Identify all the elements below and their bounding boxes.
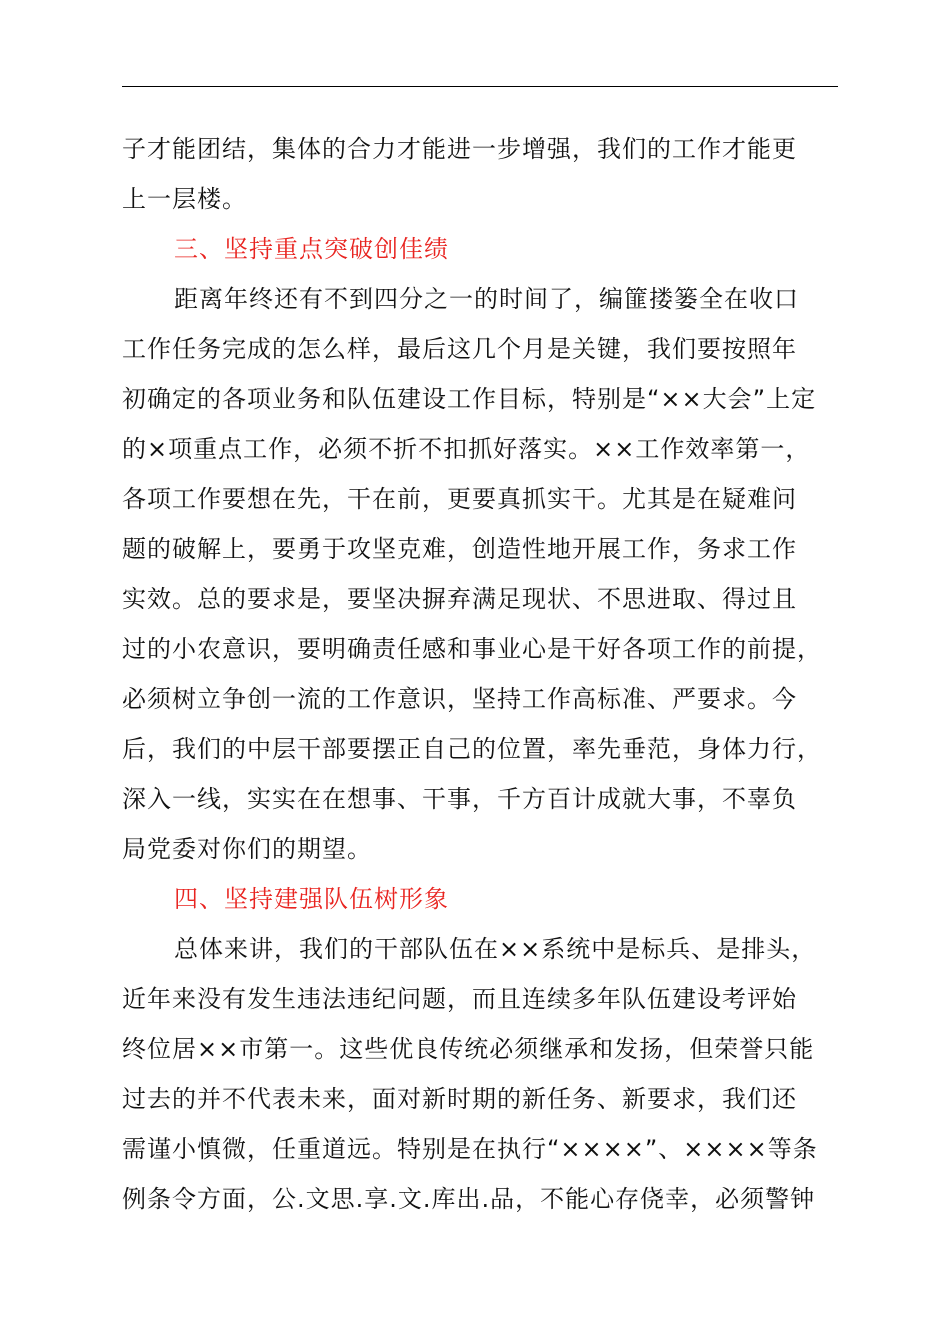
paragraph-line: 过去的并不代表未来，面对新时期的新任务、新要求，我们还 bbox=[122, 1085, 797, 1113]
paragraph-line: 例条令方面，公.文思.享.文.库出.品，不能心存侥幸，必须警钟 bbox=[122, 1185, 816, 1213]
paragraph-line: 过的小农意识，要明确责任感和事业心是干好各项工作的前提， bbox=[122, 635, 822, 663]
paragraph-line: 各项工作要想在先，干在前，更要真抓实干。尤其是在疑难问 bbox=[122, 485, 797, 513]
paragraph-line: 近年来没有发生违法违纪问题，而且连续多年队伍建设考评始 bbox=[122, 985, 797, 1013]
section-heading: 三、坚持重点突破创佳绩 bbox=[174, 235, 449, 263]
paragraph-line: 题的破解上，要勇于攻坚克难，创造性地开展工作，务求工作 bbox=[122, 535, 797, 563]
paragraph-line: 子才能团结，集体的合力才能进一步增强，我们的工作才能更 bbox=[122, 135, 797, 163]
document-body bbox=[122, 124, 862, 1224]
paragraph-line: 距离年终还有不到四分之一的时间了，编篚搂篓全在收口 bbox=[174, 285, 799, 313]
paragraph-line: 必须树立争创一流的工作意识，坚持工作高标准、严要求。今 bbox=[122, 685, 797, 713]
paragraph-line: 上一层楼。 bbox=[122, 185, 247, 213]
paragraph-line: 深入一线，实实在在想事、干事，千方百计成就大事，不辜负 bbox=[122, 785, 797, 813]
paragraph-line: 初确定的各项业务和队伍建设工作目标，特别是“××大会”上定 bbox=[122, 385, 817, 413]
paragraph-line: 局党委对你们的期望。 bbox=[122, 835, 372, 863]
paragraph-line: 实效。总的要求是，要坚决摒弃满足现状、不思进取、得过且 bbox=[122, 585, 797, 613]
section-heading: 四、坚持建强队伍树形象 bbox=[174, 885, 449, 913]
paragraph-line: 需谨小慎微，任重道远。特别是在执行“××××”、××××等条 bbox=[122, 1135, 818, 1163]
paragraph-line: 总体来讲，我们的干部队伍在××系统中是标兵、是排头， bbox=[174, 935, 817, 963]
paragraph-line: 工作任务完成的怎么样，最后这几个月是关键，我们要按照年 bbox=[122, 335, 797, 363]
paragraph-line: 终位居××市第一。这些优良传统必须继承和发扬，但荣誉只能 bbox=[122, 1035, 815, 1063]
header-rule bbox=[122, 86, 838, 87]
paragraph-line: 的×项重点工作，必须不折不扣抓好落实。××工作效率第一， bbox=[122, 435, 811, 463]
paragraph-line: 后，我们的中层干部要摆正自己的位置，率先垂范，身体力行， bbox=[122, 735, 822, 763]
